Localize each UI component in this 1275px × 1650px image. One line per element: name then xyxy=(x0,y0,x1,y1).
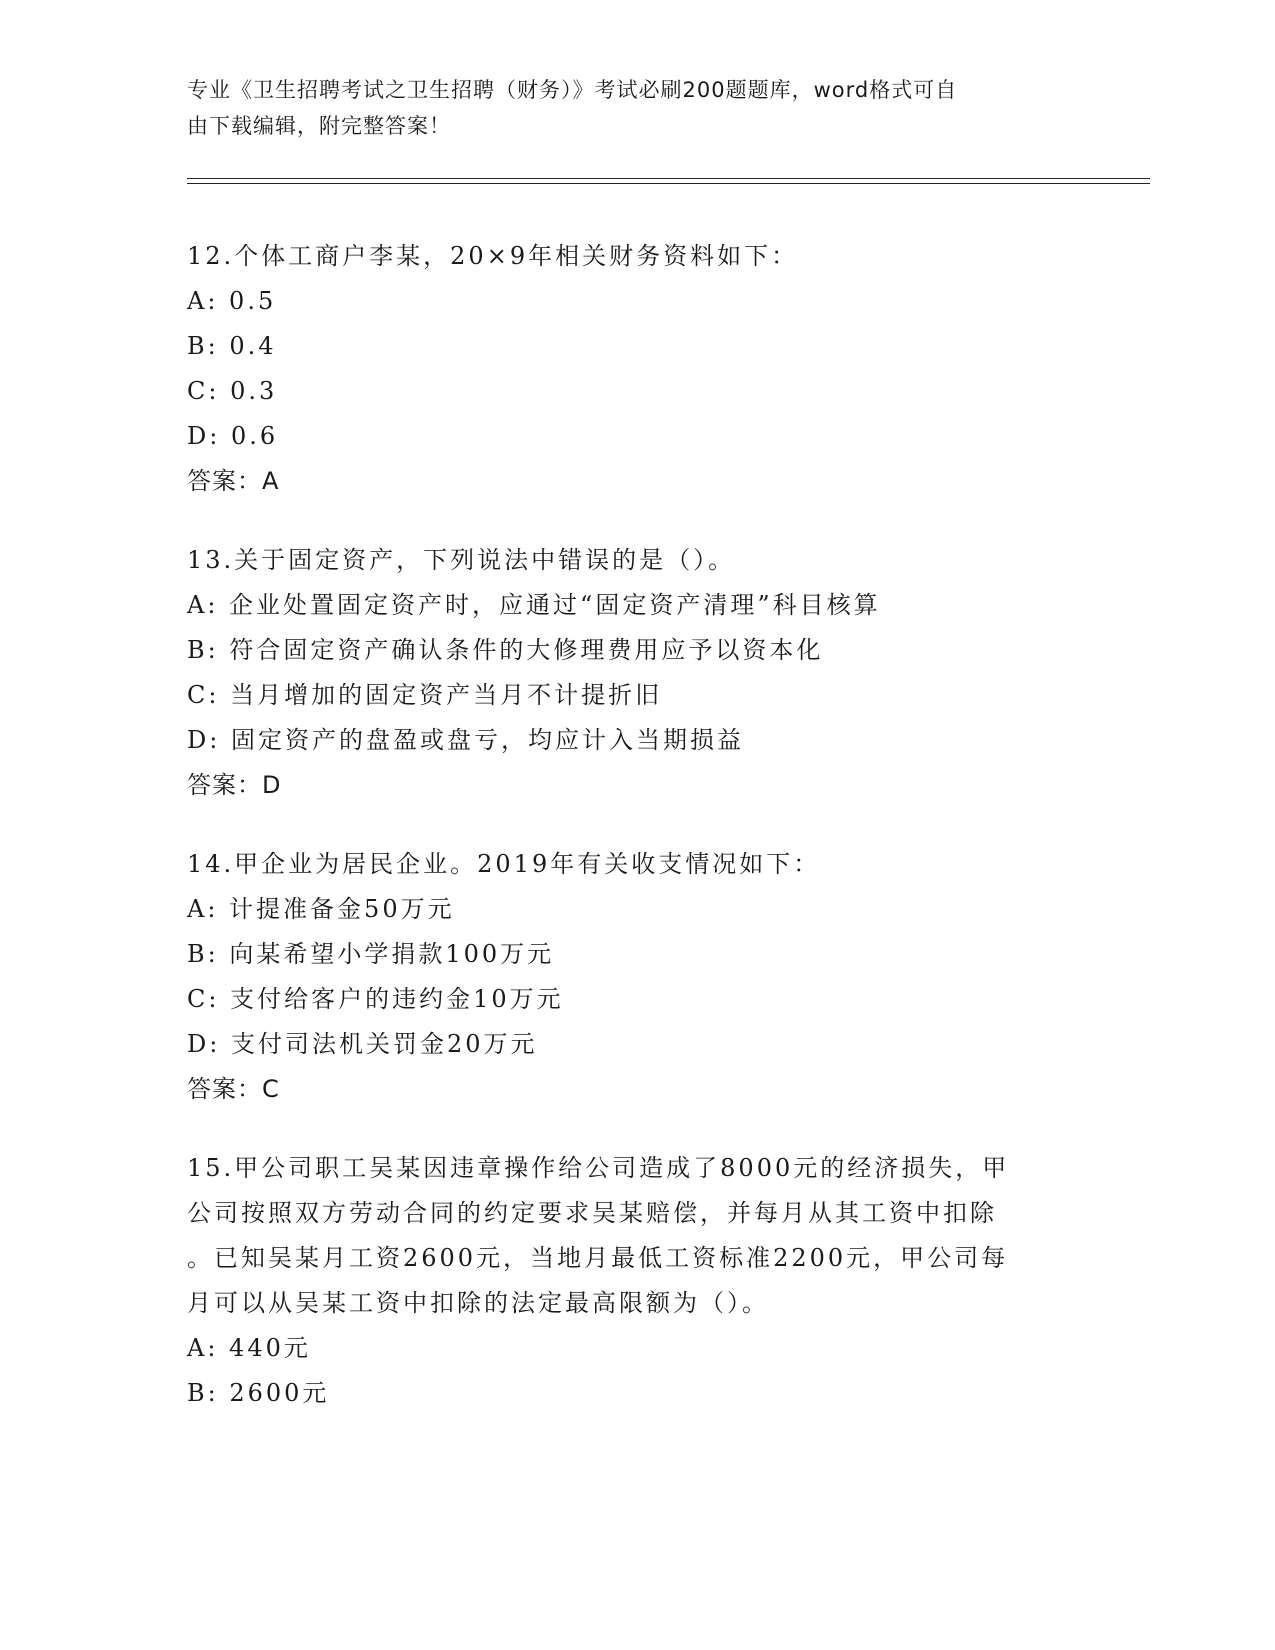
option-a: A: 计提准备金50万元 xyxy=(187,895,455,923)
option-c: C: 当月增加的固定资产当月不计提折旧 xyxy=(187,681,663,709)
option-b: B: 0.4 xyxy=(187,332,277,360)
question-stem xyxy=(187,1146,1087,1326)
question-15 xyxy=(187,1146,1087,1416)
question-stem xyxy=(187,538,1087,583)
stem-line: 公司按照双方劳动合同的约定要求吴某赔偿，并每月从其工资中扣除 xyxy=(187,1199,997,1227)
question-14 xyxy=(187,842,1087,1112)
option-b: B: 2600元 xyxy=(187,1379,330,1407)
stem-line: 月可以从吴某工资中扣除的法定最高限额为（）。 xyxy=(187,1289,769,1317)
question-13 xyxy=(187,538,1087,808)
option-c: C: 支付给客户的违约金10万元 xyxy=(187,985,564,1013)
stem-line: 15.甲公司职工吴某因违章操作给公司造成了8000元的经济损失，甲 xyxy=(187,1154,1010,1182)
question-stem xyxy=(187,842,1087,887)
header-line-1: 专业《卫生招聘考试之卫生招聘（财务）》考试必刷200题题库，word格式可自 xyxy=(187,78,958,102)
option-d: D: 0.6 xyxy=(187,422,279,450)
option-a: A: 440元 xyxy=(187,1334,311,1362)
option-d: D: 支付司法机关罚金20万元 xyxy=(187,1030,538,1058)
question-list xyxy=(187,234,1087,1450)
header-line-2: 由下载编辑，附完整答案！ xyxy=(187,114,451,138)
stem-line: 13.关于固定资产，下列说法中错误的是（）。 xyxy=(187,546,736,574)
answer-label: 答案：C xyxy=(187,1075,280,1103)
header-rule-top xyxy=(187,178,1150,179)
option-c: C: 0.3 xyxy=(187,377,278,405)
option-a: A: 企业处置固定资产时，应通过“固定资产清理”科目核算 xyxy=(187,591,881,619)
stem-line: 。已知吴某月工资2600元，当地月最低工资标准2200元，甲公司每 xyxy=(187,1244,1009,1272)
answer-label: 答案：A xyxy=(187,467,280,495)
stem-line: 14.甲企业为居民企业。2019年有关收支情况如下： xyxy=(187,850,821,878)
option-b: B: 符合固定资产确认条件的大修理费用应予以资本化 xyxy=(187,636,824,664)
question-12 xyxy=(187,234,1087,504)
option-a: A: 0.5 xyxy=(187,287,277,315)
option-d: D: 固定资产的盘盈或盘亏，均应计入当期损益 xyxy=(187,726,744,754)
header-rule-bottom xyxy=(187,183,1150,184)
answer-label: 答案：D xyxy=(187,771,282,799)
option-b: B: 向某希望小学捐款100万元 xyxy=(187,940,555,968)
document-header xyxy=(187,72,1067,144)
stem-line: 12.个体工商户李某，20×9年相关财务资料如下： xyxy=(187,242,799,270)
question-stem xyxy=(187,234,1087,279)
